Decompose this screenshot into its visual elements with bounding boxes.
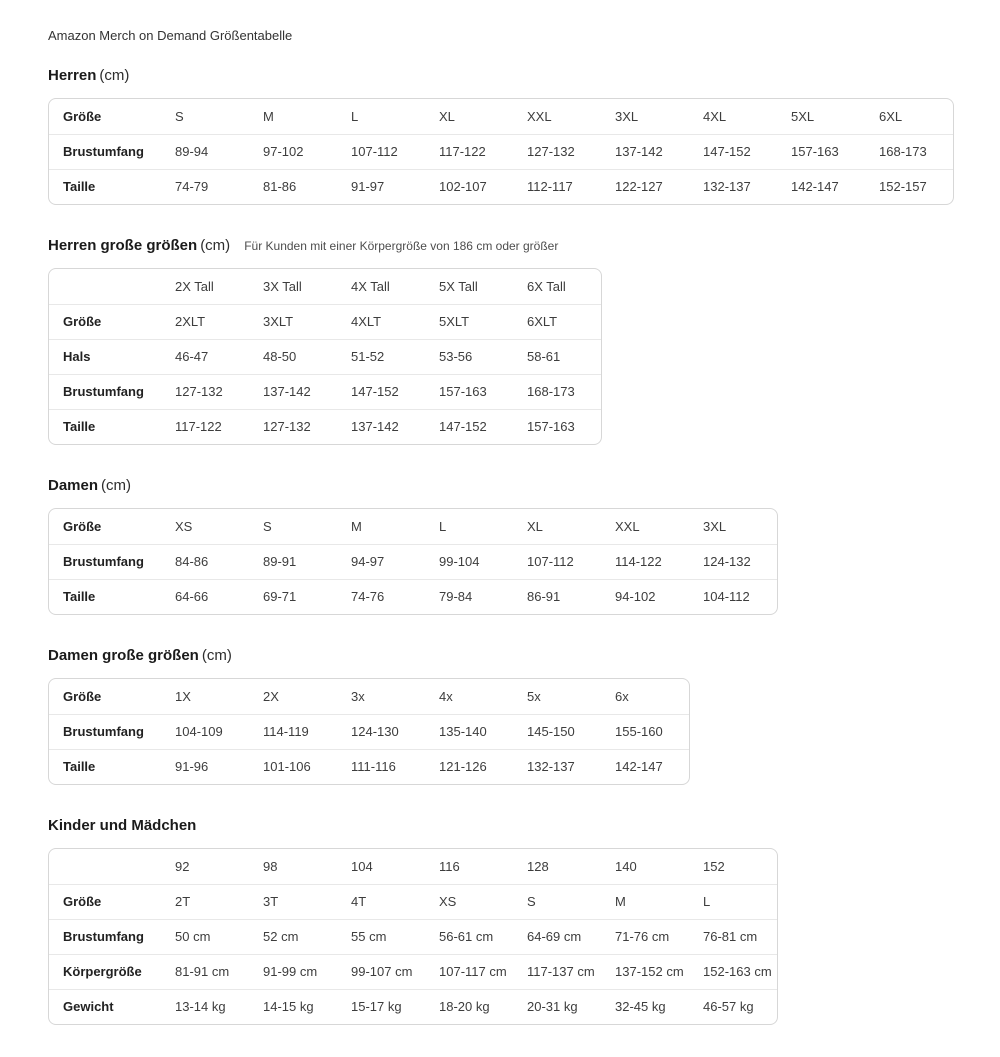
section-heading-unit: (cm) [101,477,132,494]
column-header: 6x [601,679,689,714]
size-table [49,509,777,614]
table-cell: S [513,884,601,919]
column-header: 5x [513,679,601,714]
size-table [49,99,953,204]
table-cell: 114-119 [249,714,337,749]
table-cell: 142-147 [791,179,839,195]
section-herren-grosse-groessen [48,237,953,477]
table-cell: 3T [249,884,337,919]
table-cell: 137-152 cm [601,954,689,989]
row-label-header [49,849,161,884]
column-header: 5XL [777,99,865,134]
row-label-header: Größe [49,99,161,134]
table-cell: 91-97 [351,179,385,195]
table-cell: 89-94 [161,134,249,169]
table-row [49,919,777,954]
table-cell: 56-61 cm [425,919,513,954]
table-cell: 81-91 cm [161,954,249,989]
page-title: Amazon Merch on Demand Größentabelle [48,28,293,43]
column-header: 98 [249,849,337,884]
row-label: Brustumfang [49,714,161,749]
table-row [49,579,777,614]
table-cell: 104-112 [703,589,750,605]
column-header: 5X Tall [425,269,513,304]
column-header: 152 [689,849,777,884]
row-label-header: Größe [49,679,161,714]
column-header: L [425,509,513,544]
table-cell: 99-107 cm [337,954,425,989]
row-label: Taille [63,419,96,435]
table-cell: 18-20 kg [439,999,490,1015]
size-table [49,679,689,784]
table-cell: 91-96 [175,759,209,775]
column-header: 116 [425,849,513,884]
table-cell: 64-69 cm [513,919,601,954]
table-cell: 168-173 [865,134,953,169]
column-header: XL [425,99,513,134]
table-cell: 152-163 cm [689,954,777,989]
table-cell: 107-117 cm [425,954,513,989]
table-row [49,374,601,409]
table-row [49,134,953,169]
table-cell: 15-17 kg [351,999,402,1015]
section-heading-herren-grosse [48,237,953,255]
column-header: 128 [513,849,601,884]
table-cell: 127-132 [263,419,311,435]
row-label: Hals [49,339,161,374]
table-cell: 114-122 [601,544,689,579]
table-cell: 20-31 kg [527,999,578,1015]
column-header: XXL [513,99,601,134]
row-label: Größe [49,884,161,919]
table-cell: 3XLT [249,304,337,339]
table-cell: 137-142 [249,374,337,409]
table-cell: 71-76 cm [601,919,689,954]
table-cell: 74-76 [351,589,385,605]
table-row [49,304,601,339]
column-header: M [249,99,337,134]
table-cell: 91-99 cm [249,954,337,989]
table-cell: 111-116 [351,759,396,775]
row-label: Brustumfang [49,134,161,169]
table-cell: 122-127 [615,179,663,195]
table-header-row [49,679,689,714]
table-cell: 99-104 [425,544,513,579]
table-row [49,749,689,784]
table-cell: 147-152 [439,419,487,435]
table-cell: 32-45 kg [615,999,666,1015]
size-table-herren-grosse [48,268,602,445]
size-table [49,269,601,444]
table-cell: 14-15 kg [263,999,314,1015]
table-row [49,169,953,204]
table-cell: 2T [161,884,249,919]
row-label: Größe [49,304,161,339]
section-heading-text: Herren große größen [48,237,198,254]
table-cell: 147-152 [337,374,425,409]
table-row [49,544,777,579]
row-label: Gewicht [63,999,114,1015]
table-cell: 147-152 [689,134,777,169]
row-label: Taille [63,589,96,605]
table-cell: 97-102 [249,134,337,169]
table-cell: 107-112 [513,544,601,579]
table-cell: L [689,884,777,919]
column-header: 2X [249,679,337,714]
table-cell: 127-132 [161,374,249,409]
column-header: 104 [337,849,425,884]
column-header: M [337,509,425,544]
section-heading-kinder [48,817,953,835]
table-cell: 50 cm [161,919,249,954]
column-header: 3x [337,679,425,714]
size-table-damen [48,508,778,615]
table-cell: 112-117 [527,179,573,195]
column-header: 92 [161,849,249,884]
table-cell: 81-86 [263,179,297,195]
table-cell: 64-66 [175,589,209,605]
section-heading-text: Herren [48,67,97,84]
column-header: 3XL [601,99,689,134]
column-header: L [337,99,425,134]
table-cell: 117-122 [175,419,222,435]
section-heading-damen-grosse [48,647,953,665]
table-header-row [49,99,953,134]
column-header: 3XL [689,509,777,544]
column-header: 6X Tall [513,269,601,304]
table-cell: 4XLT [337,304,425,339]
table-cell: 79-84 [439,589,473,605]
column-header: XL [513,509,601,544]
section-heading-unit: (cm) [200,237,231,254]
size-table [49,849,777,1024]
table-row [49,954,777,989]
table-cell: 13-14 kg [175,999,226,1015]
table-cell: 107-112 [337,134,425,169]
table-cell: 48-50 [249,339,337,374]
table-cell: 155-160 [601,714,689,749]
table-header-row [49,849,777,884]
table-cell: 102-107 [439,179,487,195]
row-label-header: Größe [49,509,161,544]
column-header: 4X Tall [337,269,425,304]
column-header: 1X [161,679,249,714]
table-cell: 74-79 [175,179,209,195]
table-cell: 137-142 [601,134,689,169]
table-row [49,714,689,749]
column-header: S [161,99,249,134]
table-cell: 46-47 [161,339,249,374]
section-heading-text: Damen große größen [48,647,199,664]
row-label: Brustumfang [49,919,161,954]
table-cell: 157-163 [425,374,513,409]
table-cell: 132-137 [703,179,751,195]
section-heading-unit: (cm) [201,647,232,664]
table-cell: 117-122 [425,134,513,169]
section-heading-herren [48,67,953,85]
table-cell: 142-147 [615,759,663,775]
size-table-herren [48,98,954,205]
table-cell: 137-142 [351,419,399,435]
row-label: Körpergröße [49,954,161,989]
row-label-header [49,269,161,304]
table-cell: 132-137 [527,759,575,775]
section-damen-grosse-groessen [48,647,953,817]
column-header: 4x [425,679,513,714]
row-label: Taille [63,179,96,195]
table-cell: 168-173 [513,374,601,409]
table-cell: 4T [337,884,425,919]
column-header: 2X Tall [161,269,249,304]
section-heading-unit: (cm) [99,67,130,84]
section-heading-text: Kinder und Mädchen [48,817,197,834]
table-cell: M [601,884,689,919]
table-cell: 145-150 [513,714,601,749]
size-table-kinder [48,848,778,1025]
table-cell: 152-157 [879,179,927,195]
table-cell: 124-132 [689,544,777,579]
column-header: XS [161,509,249,544]
table-cell: 89-91 [249,544,337,579]
table-row [49,339,601,374]
column-header: XXL [601,509,689,544]
column-header: 3X Tall [249,269,337,304]
table-cell: 2XLT [161,304,249,339]
section-kinder-und-maedchen [48,817,953,1057]
table-header-row [49,509,777,544]
table-cell: 84-86 [161,544,249,579]
table-row [49,409,601,444]
section-damen [48,477,953,647]
table-cell: 94-97 [337,544,425,579]
table-cell: 46-57 kg [703,999,754,1015]
column-header: 4XL [689,99,777,134]
table-cell: 52 cm [249,919,337,954]
table-cell: XS [425,884,513,919]
row-label: Brustumfang [49,374,161,409]
table-cell: 58-61 [513,339,601,374]
column-header: 140 [601,849,689,884]
table-cell: 94-102 [615,589,656,605]
table-cell: 117-137 cm [513,954,601,989]
table-header-row [49,269,601,304]
table-row [49,884,777,919]
column-header: S [249,509,337,544]
table-cell: 6XLT [513,304,601,339]
table-cell: 51-52 [337,339,425,374]
table-cell: 135-140 [425,714,513,749]
table-cell: 104-109 [161,714,249,749]
size-table-damen-grosse [48,678,690,785]
table-cell: 157-163 [527,419,575,435]
table-cell: 55 cm [337,919,425,954]
table-cell: 76-81 cm [689,919,777,954]
section-herren [48,67,953,237]
section-heading-damen [48,477,953,495]
table-cell: 86-91 [527,589,561,605]
section-heading-text: Damen [48,477,99,494]
table-cell: 127-132 [513,134,601,169]
row-label: Taille [63,759,96,775]
table-row [49,989,777,1024]
table-cell: 5XLT [425,304,513,339]
table-cell: 101-106 [263,759,311,775]
table-cell: 124-130 [337,714,425,749]
table-cell: 53-56 [425,339,513,374]
table-cell: 157-163 [777,134,865,169]
table-cell: 121-126 [439,759,487,775]
section-subtitle: Für Kunden mit einer Körpergröße von 186 cm oder größer [244,239,559,253]
row-label: Brustumfang [49,544,161,579]
table-cell: 69-71 [263,589,297,605]
column-header: 6XL [865,99,953,134]
